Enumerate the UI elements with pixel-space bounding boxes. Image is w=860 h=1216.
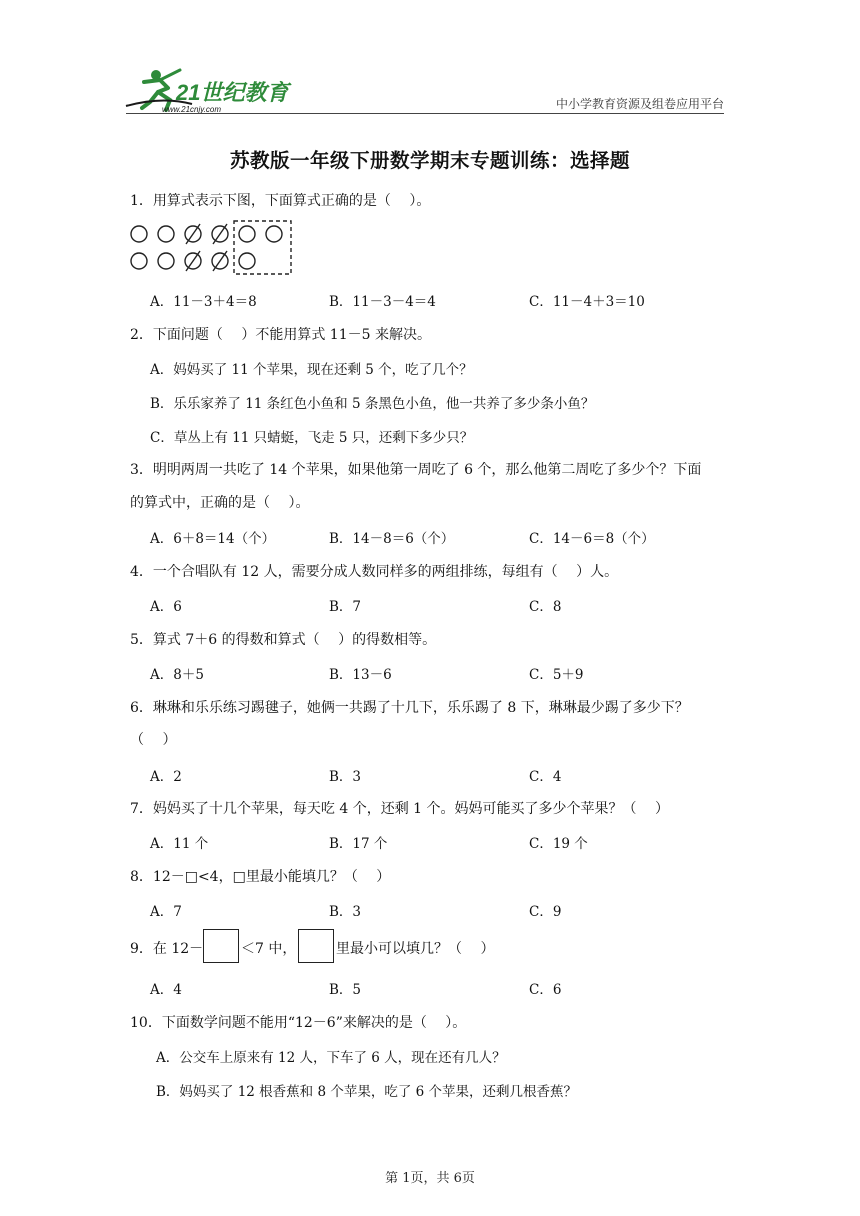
question-1-option-c: C．11－4＋3＝10	[529, 294, 645, 310]
question-7-option-c: C．19 个	[529, 836, 588, 852]
question-8-option-b: B．3	[329, 904, 362, 920]
question-4-option-c: C．8	[529, 599, 562, 615]
question-9-stem-part-c: 里最小可以填几？（ ）	[336, 941, 495, 957]
question-3-option-c: C．14－6＝8（个）	[529, 531, 655, 547]
page-title: 苏教版一年级下册数学期末专题训练：选择题	[229, 149, 630, 172]
question-2-option-a: A．妈妈买了 11 个苹果，现在还剩 5 个，吃了几个？	[150, 362, 473, 378]
header-divider	[126, 113, 724, 114]
question-6-option-b: B．3	[329, 769, 362, 785]
question-9-stem-part-a: 9．在 12－	[130, 941, 204, 957]
question-1-option-b: B．11－3－4＝4	[329, 294, 436, 310]
question-7-option-a: A．11 个	[150, 836, 209, 852]
question-4-option-a: A．6	[150, 599, 182, 615]
question-3-option-a: A．6＋8＝14（个）	[150, 531, 276, 547]
svg-text:www.21cnjy.com: www.21cnjy.com	[162, 105, 221, 114]
runner-logo-icon	[122, 66, 292, 116]
question-6-option-a: A．2	[150, 769, 182, 785]
question-2-option-b: B．乐乐家养了 11 条红色小鱼和 5 条黑色小鱼，他一共养了多少条小鱼？	[150, 396, 595, 412]
question-9-option-a: A．4	[150, 982, 182, 998]
question-10-option-a: A．公交车上原来有 12 人，下车了 6 人，现在还有几人？	[156, 1050, 506, 1066]
question-10-option-b: B．妈妈买了 12 根香蕉和 8 个苹果，吃了 6 个苹果，还剩几根香蕉？	[156, 1084, 578, 1100]
question-9-stem-part-b: ＜7 中，	[241, 941, 297, 957]
question-8-stem: 8．12－□<4，□里最小能填几？（ ）	[130, 869, 391, 885]
question-1-stem: 1．用算式表示下图，下面算式正确的是（ ）。	[130, 193, 431, 209]
answer-blank-box	[203, 929, 239, 963]
question-4-stem: 4．一个合唱队有 12 人，需要分成人数同样多的两组排练，每组有（ ）人。	[130, 564, 619, 580]
question-6-stem: 6．琳琳和乐乐练习踢毽子，她俩一共踢了十几下，乐乐踢了 8 下，琳琳最少踢了多少下？	[130, 700, 689, 716]
page-number: 第 1页，共 6页	[385, 1171, 475, 1186]
question-9-option-b: B．5	[329, 982, 362, 998]
question-9-option-c: C．6	[529, 982, 562, 998]
question-7-stem: 7．妈妈买了十几个苹果，每天吃 4 个，还剩 1 个。妈妈可能买了多少个苹果？（ ）	[130, 801, 669, 817]
question-10-stem: 10．下面数学问题不能用“12－6”来解决的是（ ）。	[130, 1015, 467, 1031]
question-6-option-c: C．4	[529, 769, 562, 785]
logo-text: 21世纪教育	[176, 80, 289, 105]
question-2-stem: 2．下面问题（ ）不能用算式 11－5 来解决。	[130, 327, 431, 343]
question-6-stem-cont: （ ）	[130, 732, 177, 748]
question-2-option-c: C．草丛上有 11 只蜻蜓，飞走 5 只，还剩下多少只？	[150, 430, 474, 446]
question-5-option-b: B．13－6	[329, 667, 392, 683]
question-3-option-b: B．14－8＝6（个）	[329, 531, 455, 547]
question-5-option-c: C．5＋9	[529, 667, 584, 683]
question-3-stem-cont: 的算式中，正确的是（ ）。	[130, 495, 310, 511]
question-4-option-b: B．7	[329, 599, 362, 615]
question-1-option-a: A．11－3＋4＝8	[150, 294, 257, 310]
question-8-option-c: C．9	[529, 904, 562, 920]
question-1-figure	[130, 220, 300, 276]
question-8-option-a: A．7	[150, 904, 182, 920]
question-7-option-b: B．17 个	[329, 836, 388, 852]
question-3-stem: 3．明明两周一共吃了 14 个苹果，如果他第一周吃了 6 个，那么他第二周吃了多少个？下面	[130, 462, 702, 478]
question-5-stem: 5．算式 7＋6 的得数和算式（ ）的得数相等。	[130, 632, 437, 648]
logo	[122, 66, 292, 116]
question-5-option-a: A．8＋5	[150, 667, 204, 683]
answer-blank-box-2	[298, 929, 334, 963]
platform-name: 中小学教育资源及组卷应用平台	[555, 97, 724, 111]
